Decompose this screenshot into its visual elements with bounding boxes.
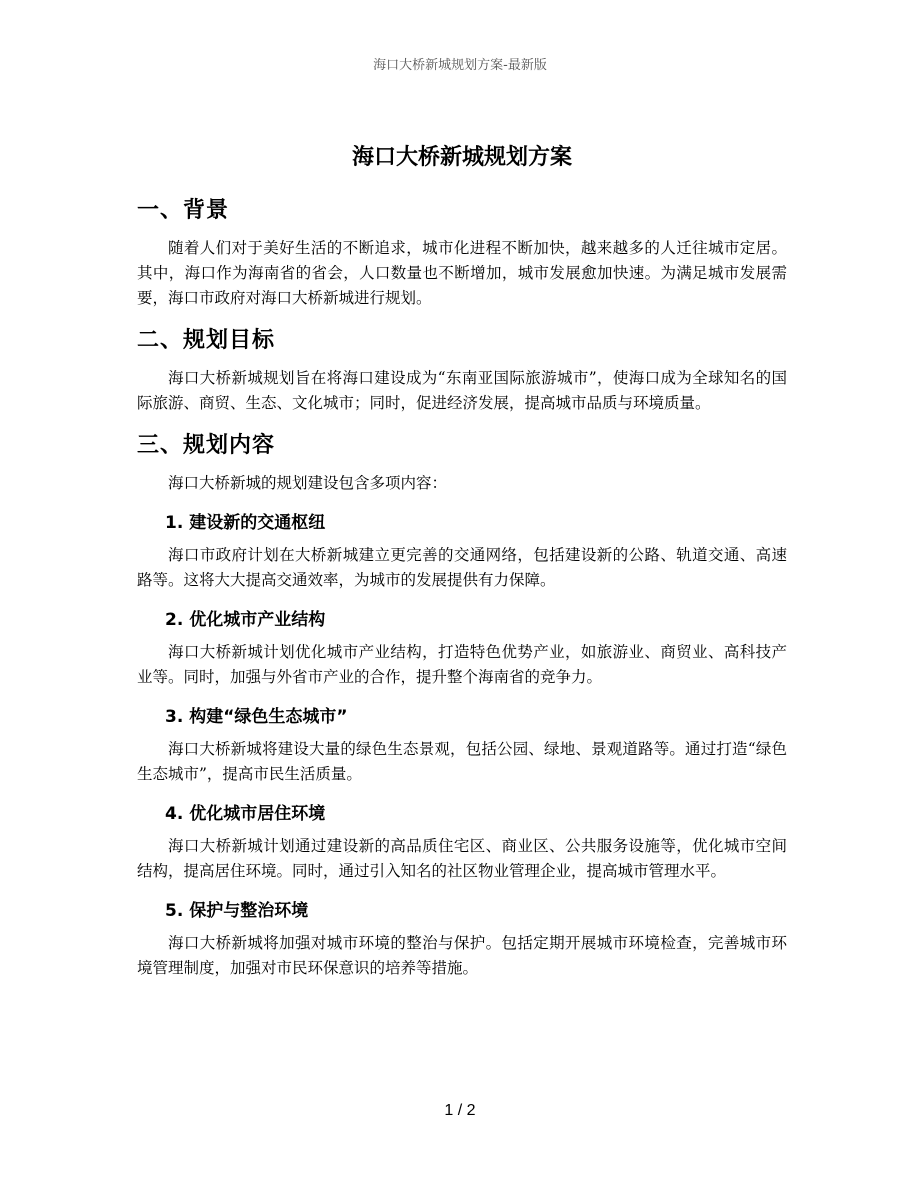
subsection-body: 海口大桥新城将加强对城市环境的整治与保护。包括定期开展城市环境检查，完善城市环境管理制度，加强对市民环保意识的培养等措施。 bbox=[137, 934, 787, 977]
document-body bbox=[137, 140, 787, 993]
section-heading-content: 三、规划内容 bbox=[137, 433, 276, 458]
section-heading-goals: 二、规划目标 bbox=[137, 328, 276, 353]
section-intro-content: 海口大桥新城的规划建设包含多项内容： bbox=[168, 474, 448, 492]
page-number: 1 / 2 bbox=[444, 1102, 476, 1119]
section-body-background: 随着人们对于美好生活的不断追求，城市化进程不断加快，越来越多的人迁往城市定居。其中，海口作为海南省的省会，人口数量也不断增加，城市发展愈加快速。为满足城市发展需要，海口市政府对海口大桥新城进行规划。 bbox=[137, 239, 787, 307]
subsection-body: 海口大桥新城将建设大量的绿色生态景观，包括公园、绿地、景观道路等。通过打造“绿色生态城市”，提高市民生活质量。 bbox=[137, 740, 787, 783]
subsection-body: 海口市政府计划在大桥新城建立更完善的交通网络，包括建设新的公路、轨道交通、高速路等。这将大大提高交通效率，为城市的发展提供有力保障。 bbox=[137, 546, 787, 589]
section-body-goals: 海口大桥新城规划旨在将海口建设成为“东南亚国际旅游城市”，使海口成为全球知名的国际旅游、商贸、生态、文化城市；同时，促进经济发展，提高城市品质与环境质量。 bbox=[137, 369, 787, 412]
document-title: 海口大桥新城规划方案 bbox=[351, 145, 572, 170]
subsection-heading: 3. 构建“绿色生态城市” bbox=[165, 707, 348, 727]
subsection-heading: 2. 优化城市产业结构 bbox=[165, 610, 326, 630]
subsection-heading: 5. 保护与整治环境 bbox=[165, 901, 309, 921]
subsection-body: 海口大桥新城计划优化城市产业结构，打造特色优势产业，如旅游业、商贸业、高科技产业等。同时，加强与外省市产业的合作，提升整个海南省的竞争力。 bbox=[137, 643, 787, 686]
running-header: 海口大桥新城规划方案-最新版 bbox=[373, 58, 547, 73]
subsection-heading: 4. 优化城市居住环境 bbox=[165, 804, 326, 824]
section-heading-background: 一、背景 bbox=[137, 198, 230, 223]
subsection-heading: 1. 建设新的交通枢纽 bbox=[165, 513, 326, 533]
subsection-body: 海口大桥新城计划通过建设新的高品质住宅区、商业区、公共服务设施等，优化城市空间结构，提高居住环境。同时，通过引入知名的社区物业管理企业，提高城市管理水平。 bbox=[137, 837, 787, 880]
